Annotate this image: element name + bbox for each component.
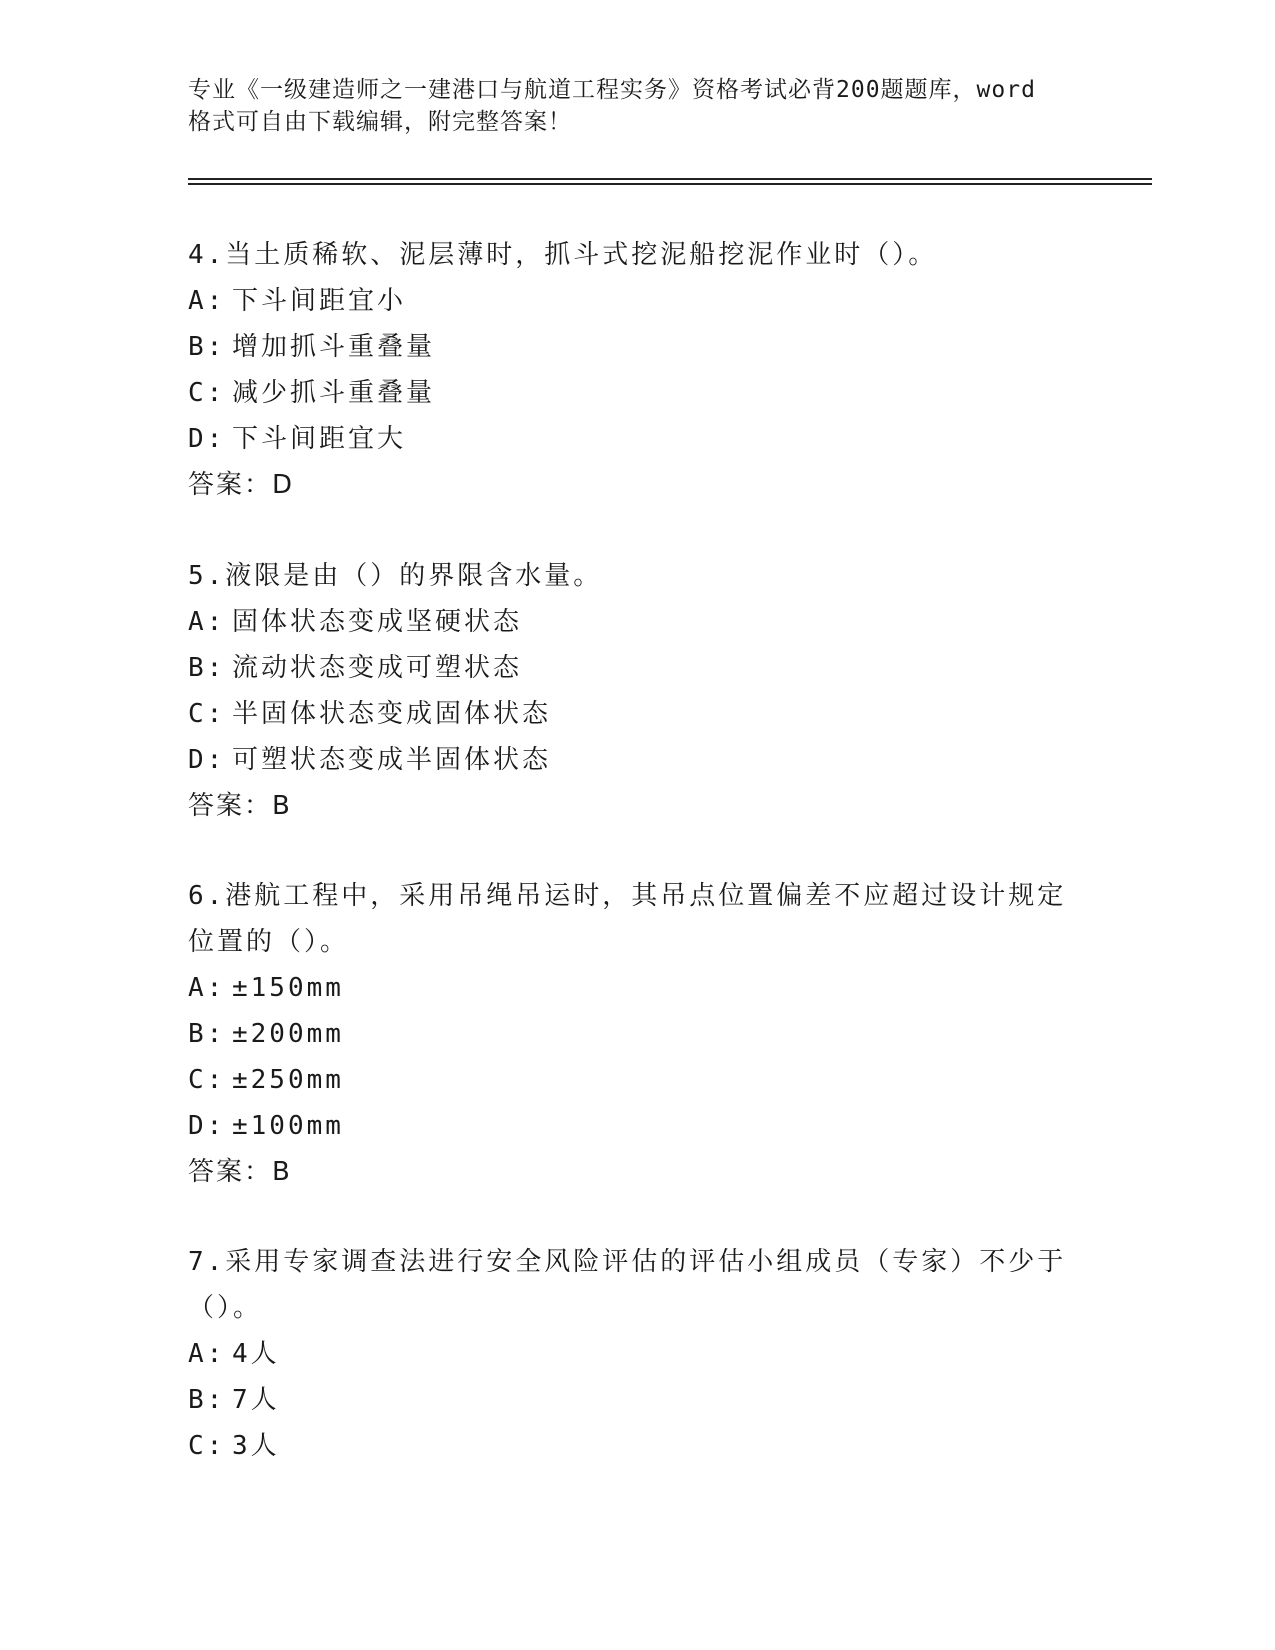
option-text: ±100mm [232, 1111, 344, 1141]
document-header [188, 74, 1088, 138]
option-text: ±150mm [232, 973, 344, 1003]
question-block [188, 1239, 1068, 1469]
option-b [188, 1011, 1068, 1057]
option-letter: A: [188, 607, 226, 637]
option-text: 增加抓斗重叠量 [232, 332, 436, 362]
option-letter: D: [188, 745, 226, 775]
option-a [188, 599, 1068, 645]
question-stem: 7.采用专家调查法进行安全风险评估的评估小组成员（专家）不少于（）。 [188, 1247, 1067, 1323]
question-block [188, 232, 1068, 508]
header-divider-top [188, 178, 1152, 180]
option-text: 流动状态变成可塑状态 [232, 653, 523, 683]
option-text: 下斗间距宜小 [232, 286, 407, 316]
option-letter: B: [188, 332, 226, 362]
option-b [188, 324, 1068, 370]
option-d [188, 737, 1068, 783]
question-stem: 6.港航工程中，采用吊绳吊运时，其吊点位置偏差不应超过设计规定位置的（）。 [188, 881, 1067, 957]
option-text: ±200mm [232, 1019, 344, 1049]
option-text: 7人 [232, 1385, 280, 1415]
option-letter: B: [188, 1019, 226, 1049]
option-text: 减少抓斗重叠量 [232, 378, 436, 408]
option-letter: C: [188, 1065, 226, 1095]
header-line-2: 格式可自由下载编辑，附完整答案！ [188, 109, 572, 135]
option-text: 固体状态变成坚硬状态 [232, 607, 523, 637]
question-stem: 4.当土质稀软、泥层薄时，抓斗式挖泥船挖泥作业时（）。 [188, 240, 938, 270]
option-c [188, 1057, 1068, 1103]
option-d [188, 416, 1068, 462]
option-text: 半固体状态变成固体状态 [232, 699, 552, 729]
option-letter: C: [188, 699, 226, 729]
question-stem: 5.液限是由（）的界限含水量。 [188, 561, 603, 591]
option-letter: C: [188, 378, 226, 408]
option-letter: D: [188, 424, 226, 454]
answer-line: 答案：B [188, 1157, 292, 1187]
option-text: 4人 [232, 1339, 280, 1369]
option-a [188, 278, 1068, 324]
option-letter: B: [188, 1385, 226, 1415]
option-a [188, 1331, 1068, 1377]
option-text: 下斗间距宜大 [232, 424, 407, 454]
answer-line: 答案：B [188, 791, 292, 821]
option-letter: B: [188, 653, 226, 683]
header-line-1: 专业《一级建造师之一建港口与航道工程实务》资格考试必背200题题库，word [188, 77, 1036, 103]
option-letter: A: [188, 1339, 226, 1369]
option-letter: A: [188, 286, 226, 316]
option-text: ±250mm [232, 1065, 344, 1095]
option-letter: C: [188, 1431, 226, 1461]
option-text: 可塑状态变成半固体状态 [232, 745, 552, 775]
option-a [188, 965, 1068, 1011]
option-letter: D: [188, 1111, 226, 1141]
option-c [188, 1423, 1068, 1469]
option-text: 3人 [232, 1431, 280, 1461]
option-b [188, 1377, 1068, 1423]
option-d [188, 1103, 1068, 1149]
question-block [188, 553, 1068, 829]
header-divider-bottom [188, 183, 1152, 185]
option-letter: A: [188, 973, 226, 1003]
option-c [188, 691, 1068, 737]
answer-line: 答案：D [188, 470, 295, 500]
option-b [188, 645, 1068, 691]
option-c [188, 370, 1068, 416]
question-block [188, 873, 1068, 1195]
